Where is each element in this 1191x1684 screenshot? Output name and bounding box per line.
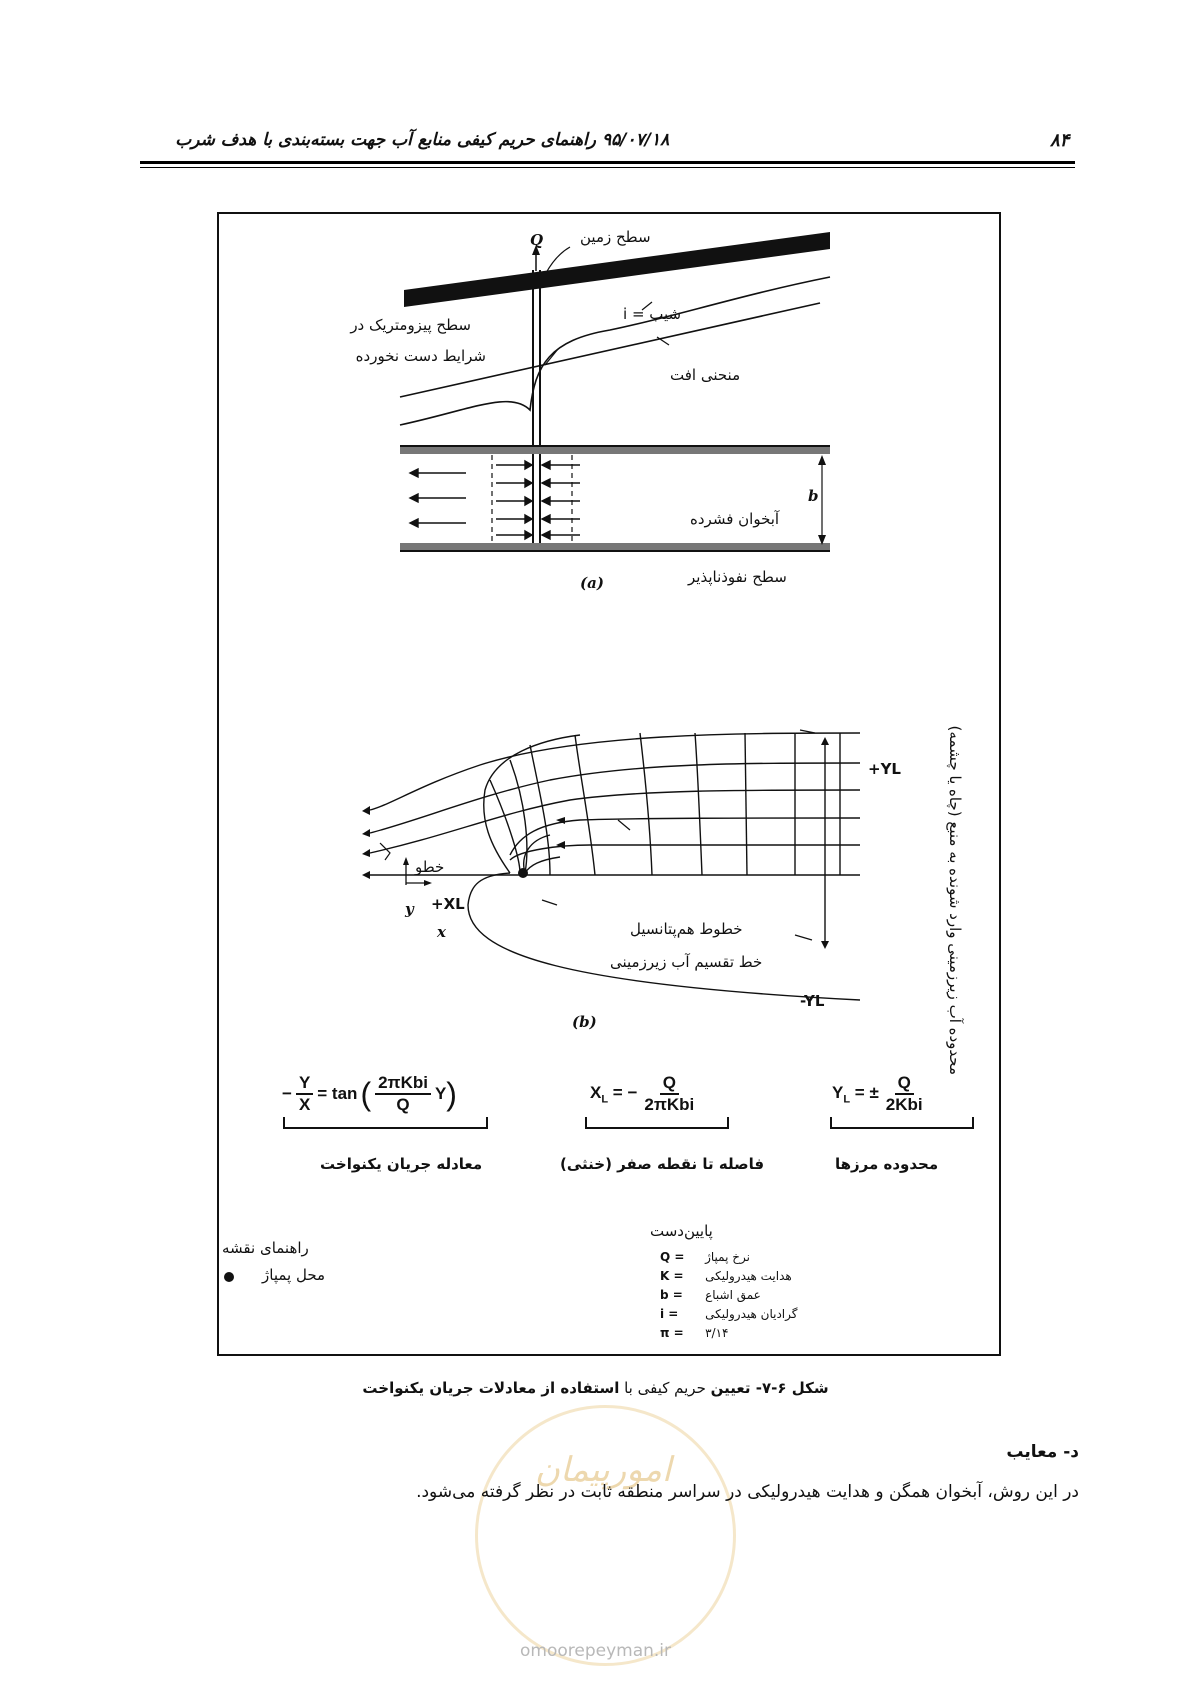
section-title: د- معایب xyxy=(1006,1442,1079,1462)
b-dimension-label: b xyxy=(808,487,819,505)
watermark-logo-text: امورپیمان xyxy=(535,1450,672,1490)
streamlines-label: خطو xyxy=(415,858,445,876)
legend-items xyxy=(660,1246,797,1341)
drawdown-curve-label: منحنی افت xyxy=(670,366,741,384)
section-paragraph: در این روش، آبخوان همگن و هدایت هیدرولیکی در سراسر منطقه ثابت در نظر گرفته می‌شود. xyxy=(416,1482,1079,1502)
y-axis-label: y xyxy=(405,900,414,918)
minus-yl-label: -YL xyxy=(800,992,825,1010)
equation-bracket-3 xyxy=(830,1117,974,1129)
legend-item: K = هدایت هیدرولیکی xyxy=(660,1269,792,1283)
piezometric-label-2: شرایط دست نخورده xyxy=(355,347,486,365)
panel-a-label: (a) xyxy=(580,574,604,592)
stagnation-distance-equation: $X_L$ = − $\frac{Q}{\text{2πKbi}}$ xyxy=(590,1073,695,1114)
figure-a-diagram xyxy=(220,215,998,605)
figure-caption: شکل ۶-۷- تعیین حریم کیفی با استفاده از معادلات جریان یکنواخت xyxy=(362,1379,829,1397)
header-title: راهنمای حریم کیفی منابع آب جهت بسته‌بندی با هدف شرب xyxy=(175,130,596,150)
impermeable-surface-label: سطح نفوذناپذیر xyxy=(688,568,787,586)
header-date: ۹۵/۰۷/۱۸ xyxy=(602,130,670,150)
uniform-flow-equation: − $\frac{Y}{X}$ = tan ( $\frac{\text{2πKbi}}{Q}$ Y ) xyxy=(282,1073,457,1114)
equation-bracket-1 xyxy=(283,1117,488,1129)
legend-item: π = ۳/۱۴ xyxy=(660,1326,729,1340)
legend-item: b = عمق اشباع xyxy=(660,1288,761,1302)
header-rule-thin xyxy=(140,167,1075,168)
ground-surface-label: سطح زمین xyxy=(580,228,651,246)
stagnation-distance-title: فاصله تا نقطه صفر (خنثی) xyxy=(560,1155,765,1173)
panel-b-label: (b) xyxy=(572,1013,597,1031)
pumping-location-label: محل پمپاژ xyxy=(262,1266,326,1284)
uniform-flow-title: معادله جریان یکنواخت xyxy=(320,1155,483,1173)
vertical-caption: محدوده آب زیرزمینی وارد شونده به منبع (چاه یا چشمه) xyxy=(946,725,964,1075)
legend-item: Q = نرخ پمپاژ xyxy=(660,1250,750,1264)
watermark-logo xyxy=(475,1405,736,1666)
equation-bracket-2 xyxy=(585,1117,729,1129)
equipotential-lines-label: خطوط هم‌پتانسیل xyxy=(630,920,743,938)
pumping-location-dot xyxy=(224,1272,234,1282)
piezometric-label-1: سطح پیزومتریک در xyxy=(350,316,471,334)
q-label: Q xyxy=(530,231,544,249)
x-axis-label: x xyxy=(437,923,446,941)
page-number: ۸۴ xyxy=(1050,130,1070,151)
map-legend-title: راهنمای نقشه xyxy=(222,1239,309,1257)
slope-label: شیب = i xyxy=(623,305,682,323)
groundwater-divide-label: خط تقسیم آب زیرزمینی xyxy=(610,953,763,971)
plus-xl-label: +XL xyxy=(431,895,465,913)
legend-item: i = گرادیان هیدرولیکی xyxy=(660,1307,798,1321)
header-rule-thick xyxy=(140,161,1075,164)
plus-yl-label: +YL xyxy=(868,760,901,778)
watermark-site: omoorepeyman.ir xyxy=(519,1641,672,1661)
confined-aquifer-label: آبخوان فشرده xyxy=(690,510,780,528)
downstream-label: پایین‌دست xyxy=(650,1222,713,1240)
boundary-extent-title: محدوده مرزها xyxy=(835,1155,939,1173)
boundary-extent-equation: $Y_L$ = ± $\frac{Q}{\text{2Kbi}}$ xyxy=(832,1073,923,1114)
